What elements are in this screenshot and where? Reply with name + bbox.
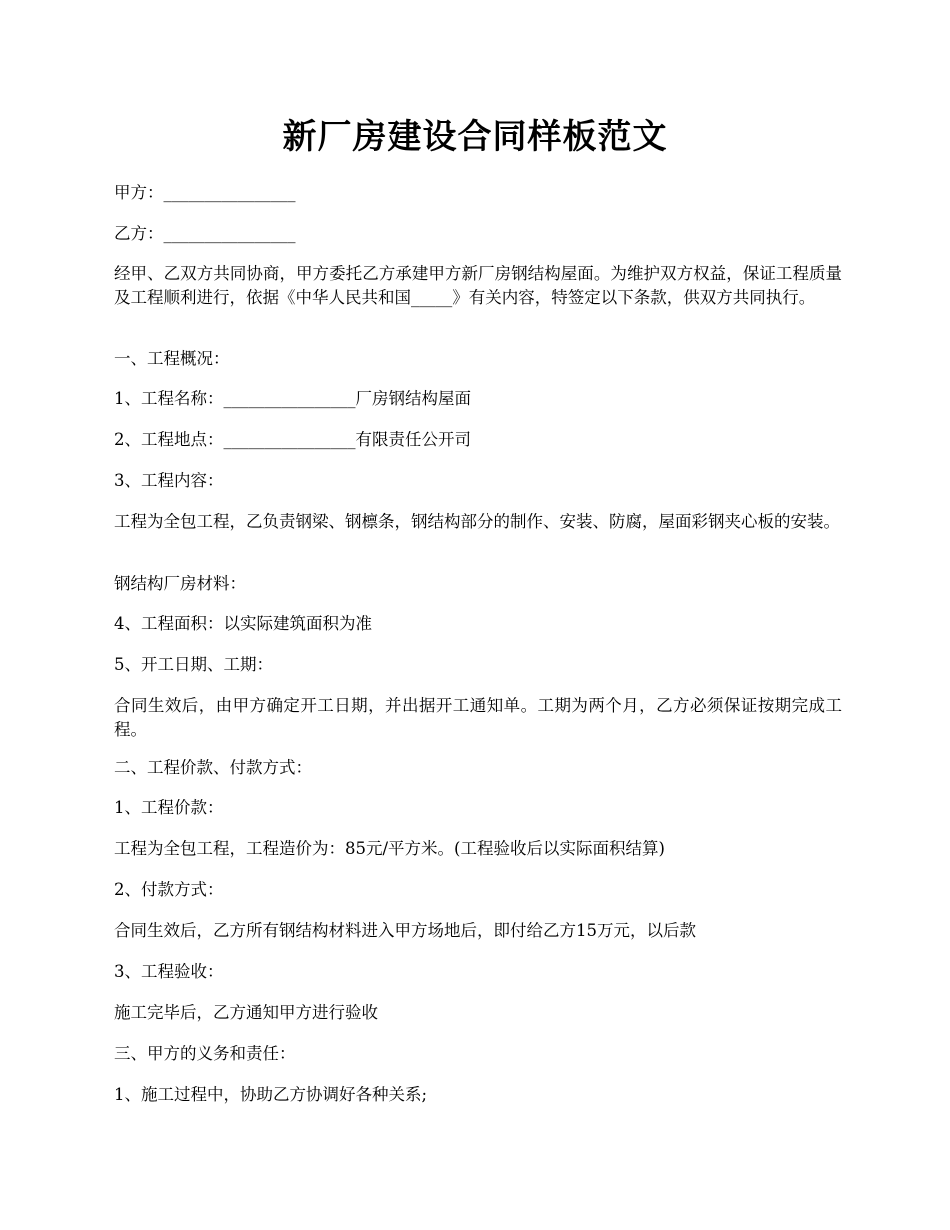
section-heading-price: 二、工程价款、付款方式： [114, 758, 312, 777]
schedule-heading: 5、开工日期、工期： [114, 655, 273, 674]
section-heading-party-a-duties: 三、甲方的义务和责任： [114, 1044, 296, 1063]
price-paragraph: 工程为全包工程，工程造价为：85元/平方米。(工程验收后以实际面积结算) [114, 839, 665, 858]
party-a-line: 甲方：________________ [114, 183, 296, 202]
project-content-heading: 3、工程内容： [114, 471, 224, 490]
project-name-line: 1、工程名称：________________厂房钢结构屋面 [114, 389, 471, 408]
project-area-line: 4、工程面积：以实际建筑面积为准 [114, 614, 372, 633]
section-heading-overview: 一、工程概况： [114, 349, 230, 368]
schedule-paragraph: 合同生效后，由甲方确定开工日期，并出据开工通知单。工期为两个月，乙方必须保证按期完成工程。 [114, 696, 842, 739]
acceptance-paragraph: 施工完毕后，乙方通知甲方进行验收 [114, 1003, 378, 1022]
materials-line: 钢结构厂房材料： [114, 574, 246, 593]
party-a-duty-item: 1、施工过程中，协助乙方协调好各种关系; [114, 1085, 428, 1104]
intro-paragraph: 经甲、乙双方共同协商，甲方委托乙方承建甲方新厂房钢结构屋面。为维护双方权益，保证工程质量及工程顺利进行，依据《中华人民共和国_____》有关内容，特签定以下条款，供双方共同执行。 [114, 264, 842, 307]
payment-heading: 2、付款方式： [114, 880, 224, 899]
payment-paragraph: 合同生效后，乙方所有钢结构材料进入甲方场地后，即付给乙方15万元，以后款 [114, 921, 696, 940]
project-location-line: 2、工程地点：________________有限责任公开司 [114, 430, 471, 449]
price-heading: 1、工程价款： [114, 798, 224, 817]
party-b-line: 乙方：________________ [114, 224, 296, 243]
project-content-paragraph: 工程为全包工程，乙负责钢梁、钢檩条，钢结构部分的制作、安装、防腐，屋面彩钢夹心板的安装。 [114, 512, 840, 531]
document-title: 新厂房建设合同样板范文 [282, 117, 668, 157]
acceptance-heading: 3、工程验收： [114, 962, 224, 981]
